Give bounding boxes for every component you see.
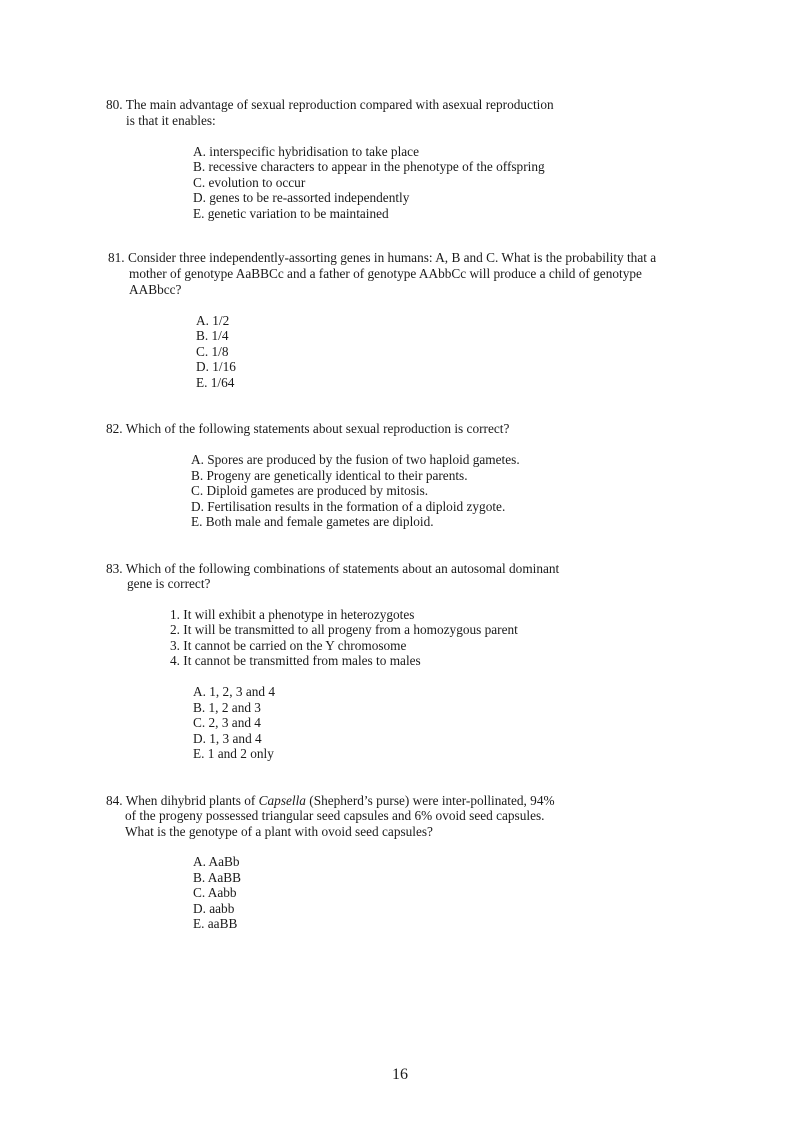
question-84-option-e: E. aaBB bbox=[193, 916, 238, 931]
question-82-option-e: E. Both male and female gametes are diploid. bbox=[191, 514, 434, 529]
question-82-option-a: A. Spores are produced by the fusion of two haploid gametes. bbox=[191, 452, 520, 467]
question-83-option-b: B. 1, 2 and 3 bbox=[193, 700, 261, 715]
question-81-stem-line: mother of genotype AaBBCc and a father of genotype AAbbCc will produce a child of genotype bbox=[129, 266, 642, 281]
question-81-option-c: C. 1/8 bbox=[196, 344, 229, 359]
question-84-stem-line bbox=[106, 793, 555, 809]
question-84-stem-line: What is the genotype of a plant with ovoid seed capsules? bbox=[125, 824, 433, 839]
question-84-genus-name: Capsella bbox=[258, 793, 306, 808]
question-80-stem-line: 80. The main advantage of sexual reproduction compared with asexual reproduction bbox=[106, 97, 554, 112]
question-80-stem-line: is that it enables: bbox=[126, 113, 216, 128]
question-82-stem-line: 82. Which of the following statements about sexual reproduction is correct? bbox=[106, 421, 510, 436]
question-80-option-d: D. genes to be re-assorted independently bbox=[193, 190, 410, 205]
question-81-stem-line: 81. Consider three independently-assorting genes in humans: A, B and C. What is the probability that a bbox=[108, 250, 657, 265]
question-81-option-a: A. 1/2 bbox=[196, 313, 230, 328]
question-84-option-c: C. Aabb bbox=[193, 885, 237, 900]
question-82-option-d: D. Fertilisation results in the formation of a diploid zygote. bbox=[191, 499, 506, 514]
question-84-stem-line: of the progeny possessed triangular seed capsules and 6% ovoid seed capsules. bbox=[125, 808, 545, 823]
question-80-option-a: A. interspecific hybridisation to take place bbox=[193, 144, 419, 159]
question-83-statement-2: 2. It will be transmitted to all progeny from a homozygous parent bbox=[170, 622, 518, 637]
question-83-option-e: E. 1 and 2 only bbox=[193, 746, 274, 761]
question-81-option-e: E. 1/64 bbox=[196, 375, 235, 390]
question-84-option-b: B. AaBB bbox=[193, 870, 242, 885]
question-84-stem-after: (Shepherd’s purse) were inter-pollinated, 94% bbox=[305, 793, 555, 808]
question-83-statement-1: 1. It will exhibit a phenotype in heterozygotes bbox=[170, 607, 415, 622]
question-81-option-d: D. 1/16 bbox=[196, 359, 236, 374]
question-82-option-b: B. Progeny are genetically identical to their parents. bbox=[191, 468, 468, 483]
question-84-option-a: A. AaBb bbox=[193, 854, 240, 869]
question-83-statement-4: 4. It cannot be transmitted from males to males bbox=[170, 653, 421, 668]
question-82-option-c: C. Diploid gametes are produced by mitosis. bbox=[191, 483, 429, 498]
question-80-option-c: C. evolution to occur bbox=[193, 175, 306, 190]
question-84-option-d: D. aabb bbox=[193, 901, 235, 916]
question-83-option-c: C. 2, 3 and 4 bbox=[193, 715, 261, 730]
question-84-stem-before: 84. When dihybrid plants of bbox=[106, 793, 259, 808]
question-83-stem-line: 83. Which of the following combinations of statements about an autosomal dominant bbox=[106, 561, 560, 576]
question-83-statement-3: 3. It cannot be carried on the Y chromosome bbox=[170, 638, 407, 653]
page-number: 16 bbox=[392, 1066, 408, 1083]
question-81-stem-line: AABbcc? bbox=[129, 282, 182, 297]
question-80-option-e: E. genetic variation to be maintained bbox=[193, 206, 389, 221]
question-81-option-b: B. 1/4 bbox=[196, 328, 229, 343]
question-83-stem-line: gene is correct? bbox=[127, 576, 211, 591]
question-83-option-d: D. 1, 3 and 4 bbox=[193, 731, 262, 746]
question-83-option-a: A. 1, 2, 3 and 4 bbox=[193, 684, 275, 699]
question-80-option-b: B. recessive characters to appear in the phenotype of the offspring bbox=[193, 159, 545, 174]
